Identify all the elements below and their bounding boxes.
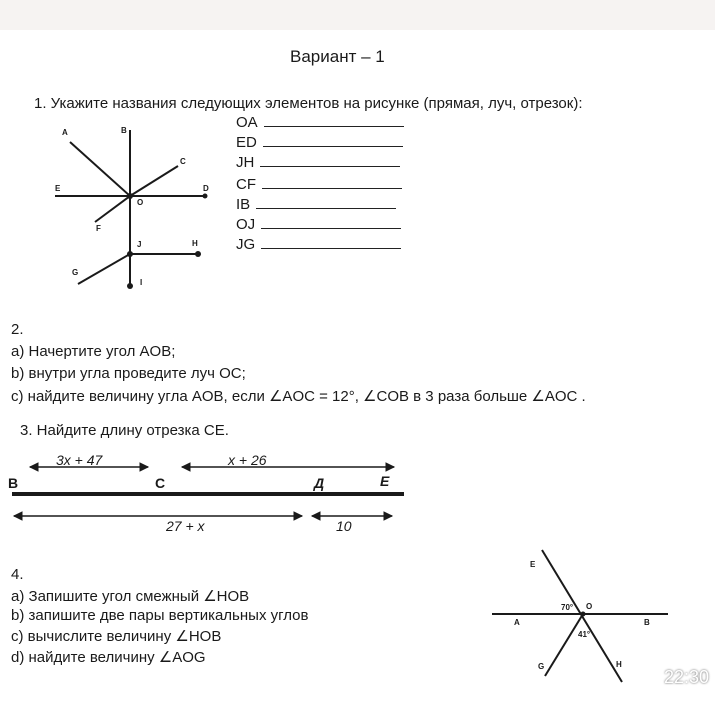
task1-figure xyxy=(55,130,205,286)
ray-jg xyxy=(78,254,130,284)
answer-item: JH xyxy=(236,154,400,171)
point-o xyxy=(127,193,133,199)
label-a: A xyxy=(62,128,68,137)
label-j: J xyxy=(137,240,142,249)
task2-a: a) Начертите угол AOB; xyxy=(11,343,176,360)
answer-item: OJ xyxy=(236,216,401,233)
ray-oa xyxy=(70,142,130,196)
expr-3x47: 3x + 47 xyxy=(56,452,103,468)
label-f: F xyxy=(96,224,101,233)
label-b4: B xyxy=(644,618,650,627)
point-d xyxy=(203,194,208,199)
label-h4: H xyxy=(616,660,622,669)
answer-item: CF xyxy=(236,176,402,193)
expr-27x: 27 + x xyxy=(166,518,205,534)
expr-10: 10 xyxy=(336,518,352,534)
answer-item: ED xyxy=(236,134,403,151)
clock-text: 22:30 xyxy=(663,667,709,687)
label-c: C xyxy=(180,157,186,166)
label-b3: B xyxy=(8,475,19,491)
label-b: B xyxy=(121,126,127,135)
point-o4 xyxy=(581,612,586,617)
task4-b: b) запишите две пары вертикальных углов xyxy=(11,607,309,624)
label-d: D xyxy=(203,184,209,193)
task2-c: c) найдите величину угла AOB, если ∠AOC = 12°, ∠COB в 3 раза больше ∠AOC . xyxy=(11,388,586,405)
point-i xyxy=(127,283,133,289)
label-o: O xyxy=(137,198,144,207)
ray-of xyxy=(95,196,130,222)
answer-item: OA xyxy=(236,114,404,131)
task4-d: d) найдите величину ∠AOG xyxy=(11,649,206,666)
task2-number: 2. xyxy=(11,321,24,338)
answer-item: IB xyxy=(236,196,396,213)
page-title: Вариант – 1 xyxy=(290,47,385,66)
label-e3: E xyxy=(380,473,390,489)
label-angle-70: 70° xyxy=(561,603,574,612)
task4-a: a) Запишите угол смежный ∠HOB xyxy=(11,588,250,605)
task4-c: c) вычислите величину ∠HOB xyxy=(11,628,222,645)
label-i: I xyxy=(140,278,143,287)
task4-figure xyxy=(492,550,668,682)
label-g4: G xyxy=(538,662,545,671)
task2-b: b) внутри угла проведите луч ОС; xyxy=(11,365,246,382)
expr-x26: x + 26 xyxy=(228,452,267,468)
label-a4: A xyxy=(514,618,520,627)
label-e4: E xyxy=(530,560,536,569)
label-h: H xyxy=(192,239,198,248)
label-o4: O xyxy=(586,602,593,611)
task4-number: 4. xyxy=(11,566,24,583)
ray-og xyxy=(545,614,583,676)
task1-text: 1. Укажите названия следующих элементов на рисунке (прямая, луч, отрезок): xyxy=(34,95,583,112)
point-h xyxy=(195,251,201,257)
ray-oc xyxy=(130,166,178,196)
label-angle-41: 41° xyxy=(578,630,591,639)
answer-item: JG xyxy=(236,236,401,253)
task3-figure xyxy=(12,463,404,520)
label-e: E xyxy=(55,184,61,193)
label-d3: Д xyxy=(314,475,325,491)
label-c3: C xyxy=(155,475,166,491)
label-g: G xyxy=(72,268,79,277)
task3-text: 3. Найдите длину отрезка СЕ. xyxy=(20,422,229,439)
point-j xyxy=(127,251,133,257)
